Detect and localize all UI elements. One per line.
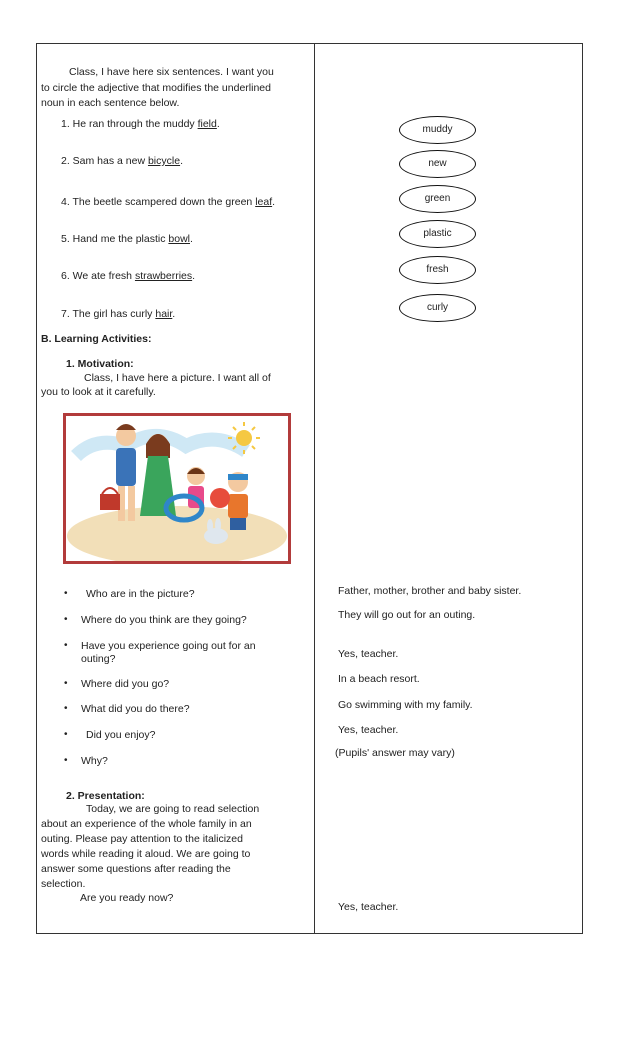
response-2: They will go out for an outing. bbox=[338, 609, 476, 621]
response-6: Yes, teacher. bbox=[338, 724, 399, 736]
sentence-1 bbox=[61, 118, 220, 131]
sentence-text: 4. The beetle scampered down the green bbox=[61, 196, 256, 208]
sentence-2 bbox=[61, 155, 183, 168]
bullet-icon: • bbox=[64, 678, 68, 689]
bullet-icon: • bbox=[64, 640, 68, 651]
sentence-text: 7. The girl has curly bbox=[61, 308, 156, 320]
motivation-line-1: Class, I have here a picture. I want all of bbox=[84, 372, 271, 384]
family-beach-picture bbox=[63, 413, 291, 564]
presentation-question: Are you ready now? bbox=[80, 892, 174, 904]
question-3-cont: outing? bbox=[81, 653, 116, 665]
sentence-5 bbox=[61, 233, 193, 246]
answer-oval-new: new bbox=[399, 150, 476, 178]
sentence-end: . bbox=[272, 196, 276, 208]
underlined-noun: bicycle bbox=[147, 155, 181, 167]
underlined-noun: field bbox=[197, 118, 217, 130]
sentence-text: 5. Hand me the plastic bbox=[61, 233, 169, 245]
sentence-end: . bbox=[216, 118, 220, 130]
question-5: What did you do there? bbox=[81, 703, 190, 715]
presentation-line-4: words while reading it aloud. We are going to bbox=[41, 848, 251, 860]
intro-line-2: to circle the adjective that modifies the underlined bbox=[41, 82, 271, 94]
presentation-heading: 2. Presentation: bbox=[66, 790, 145, 802]
question-1: Who are in the picture? bbox=[86, 588, 195, 600]
presentation-line-6: selection. bbox=[41, 878, 86, 890]
presentation-line-2: about an experience of the whole family in an bbox=[41, 818, 252, 830]
sentence-text: 2. Sam has a new bbox=[61, 155, 148, 167]
response-5: Go swimming with my family. bbox=[338, 699, 473, 711]
underlined-noun: leaf bbox=[255, 196, 273, 208]
motivation-heading: 1. Motivation: bbox=[66, 358, 134, 370]
underlined-noun: strawberries bbox=[134, 270, 193, 282]
sentence-end: . bbox=[190, 233, 193, 245]
underlined-noun: bowl bbox=[168, 233, 190, 245]
response-4: In a beach resort. bbox=[338, 673, 420, 685]
bullet-icon: • bbox=[64, 588, 68, 599]
intro-line-3: noun in each sentence below. bbox=[41, 97, 180, 109]
bullet-icon: • bbox=[64, 614, 68, 625]
answer-oval-fresh: fresh bbox=[399, 256, 476, 284]
sentence-4 bbox=[61, 196, 275, 209]
answer-oval-plastic: plastic bbox=[399, 220, 476, 248]
response-1: Father, mother, brother and baby sister. bbox=[338, 585, 522, 597]
section-b-heading: B. Learning Activities: bbox=[41, 333, 152, 345]
sentence-text: 6. We ate fresh bbox=[61, 270, 135, 282]
family-illustration bbox=[66, 416, 288, 561]
motivation-line-2: you to look at it carefully. bbox=[41, 386, 156, 398]
response-8: Yes, teacher. bbox=[338, 901, 399, 913]
sentence-end: . bbox=[172, 308, 176, 320]
bullet-icon: • bbox=[64, 729, 68, 740]
bullet-icon: • bbox=[64, 755, 68, 766]
response-7: (Pupils' answer may vary) bbox=[335, 747, 455, 759]
question-4: Where did you go? bbox=[81, 678, 170, 690]
bullet-icon: • bbox=[64, 703, 68, 714]
presentation-line-1: Today, we are going to read selection bbox=[86, 803, 260, 815]
sentence-text: 1. He ran through the muddy bbox=[61, 118, 198, 130]
presentation-line-5: answer some questions after reading the bbox=[41, 863, 231, 875]
question-2: Where do you think are they going? bbox=[81, 614, 247, 626]
answer-oval-curly: curly bbox=[399, 294, 476, 322]
presentation-line-3: outing. Please pay attention to the italicized bbox=[41, 833, 243, 845]
sentence-end: . bbox=[192, 270, 196, 282]
question-6: Did you enjoy? bbox=[86, 729, 156, 741]
intro-line-1: Class, I have here six sentences. I want you bbox=[69, 66, 274, 78]
underlined-noun: hair bbox=[155, 308, 173, 320]
answer-oval-green: green bbox=[399, 185, 476, 213]
sentence-end: . bbox=[180, 155, 183, 167]
response-3: Yes, teacher. bbox=[338, 648, 399, 660]
answer-oval-muddy: muddy bbox=[399, 116, 476, 144]
sentence-6 bbox=[61, 270, 195, 283]
sentence-7 bbox=[61, 308, 175, 321]
question-7: Why? bbox=[81, 755, 108, 767]
column-divider bbox=[314, 43, 315, 934]
question-3: Have you experience going out for an bbox=[81, 640, 256, 652]
